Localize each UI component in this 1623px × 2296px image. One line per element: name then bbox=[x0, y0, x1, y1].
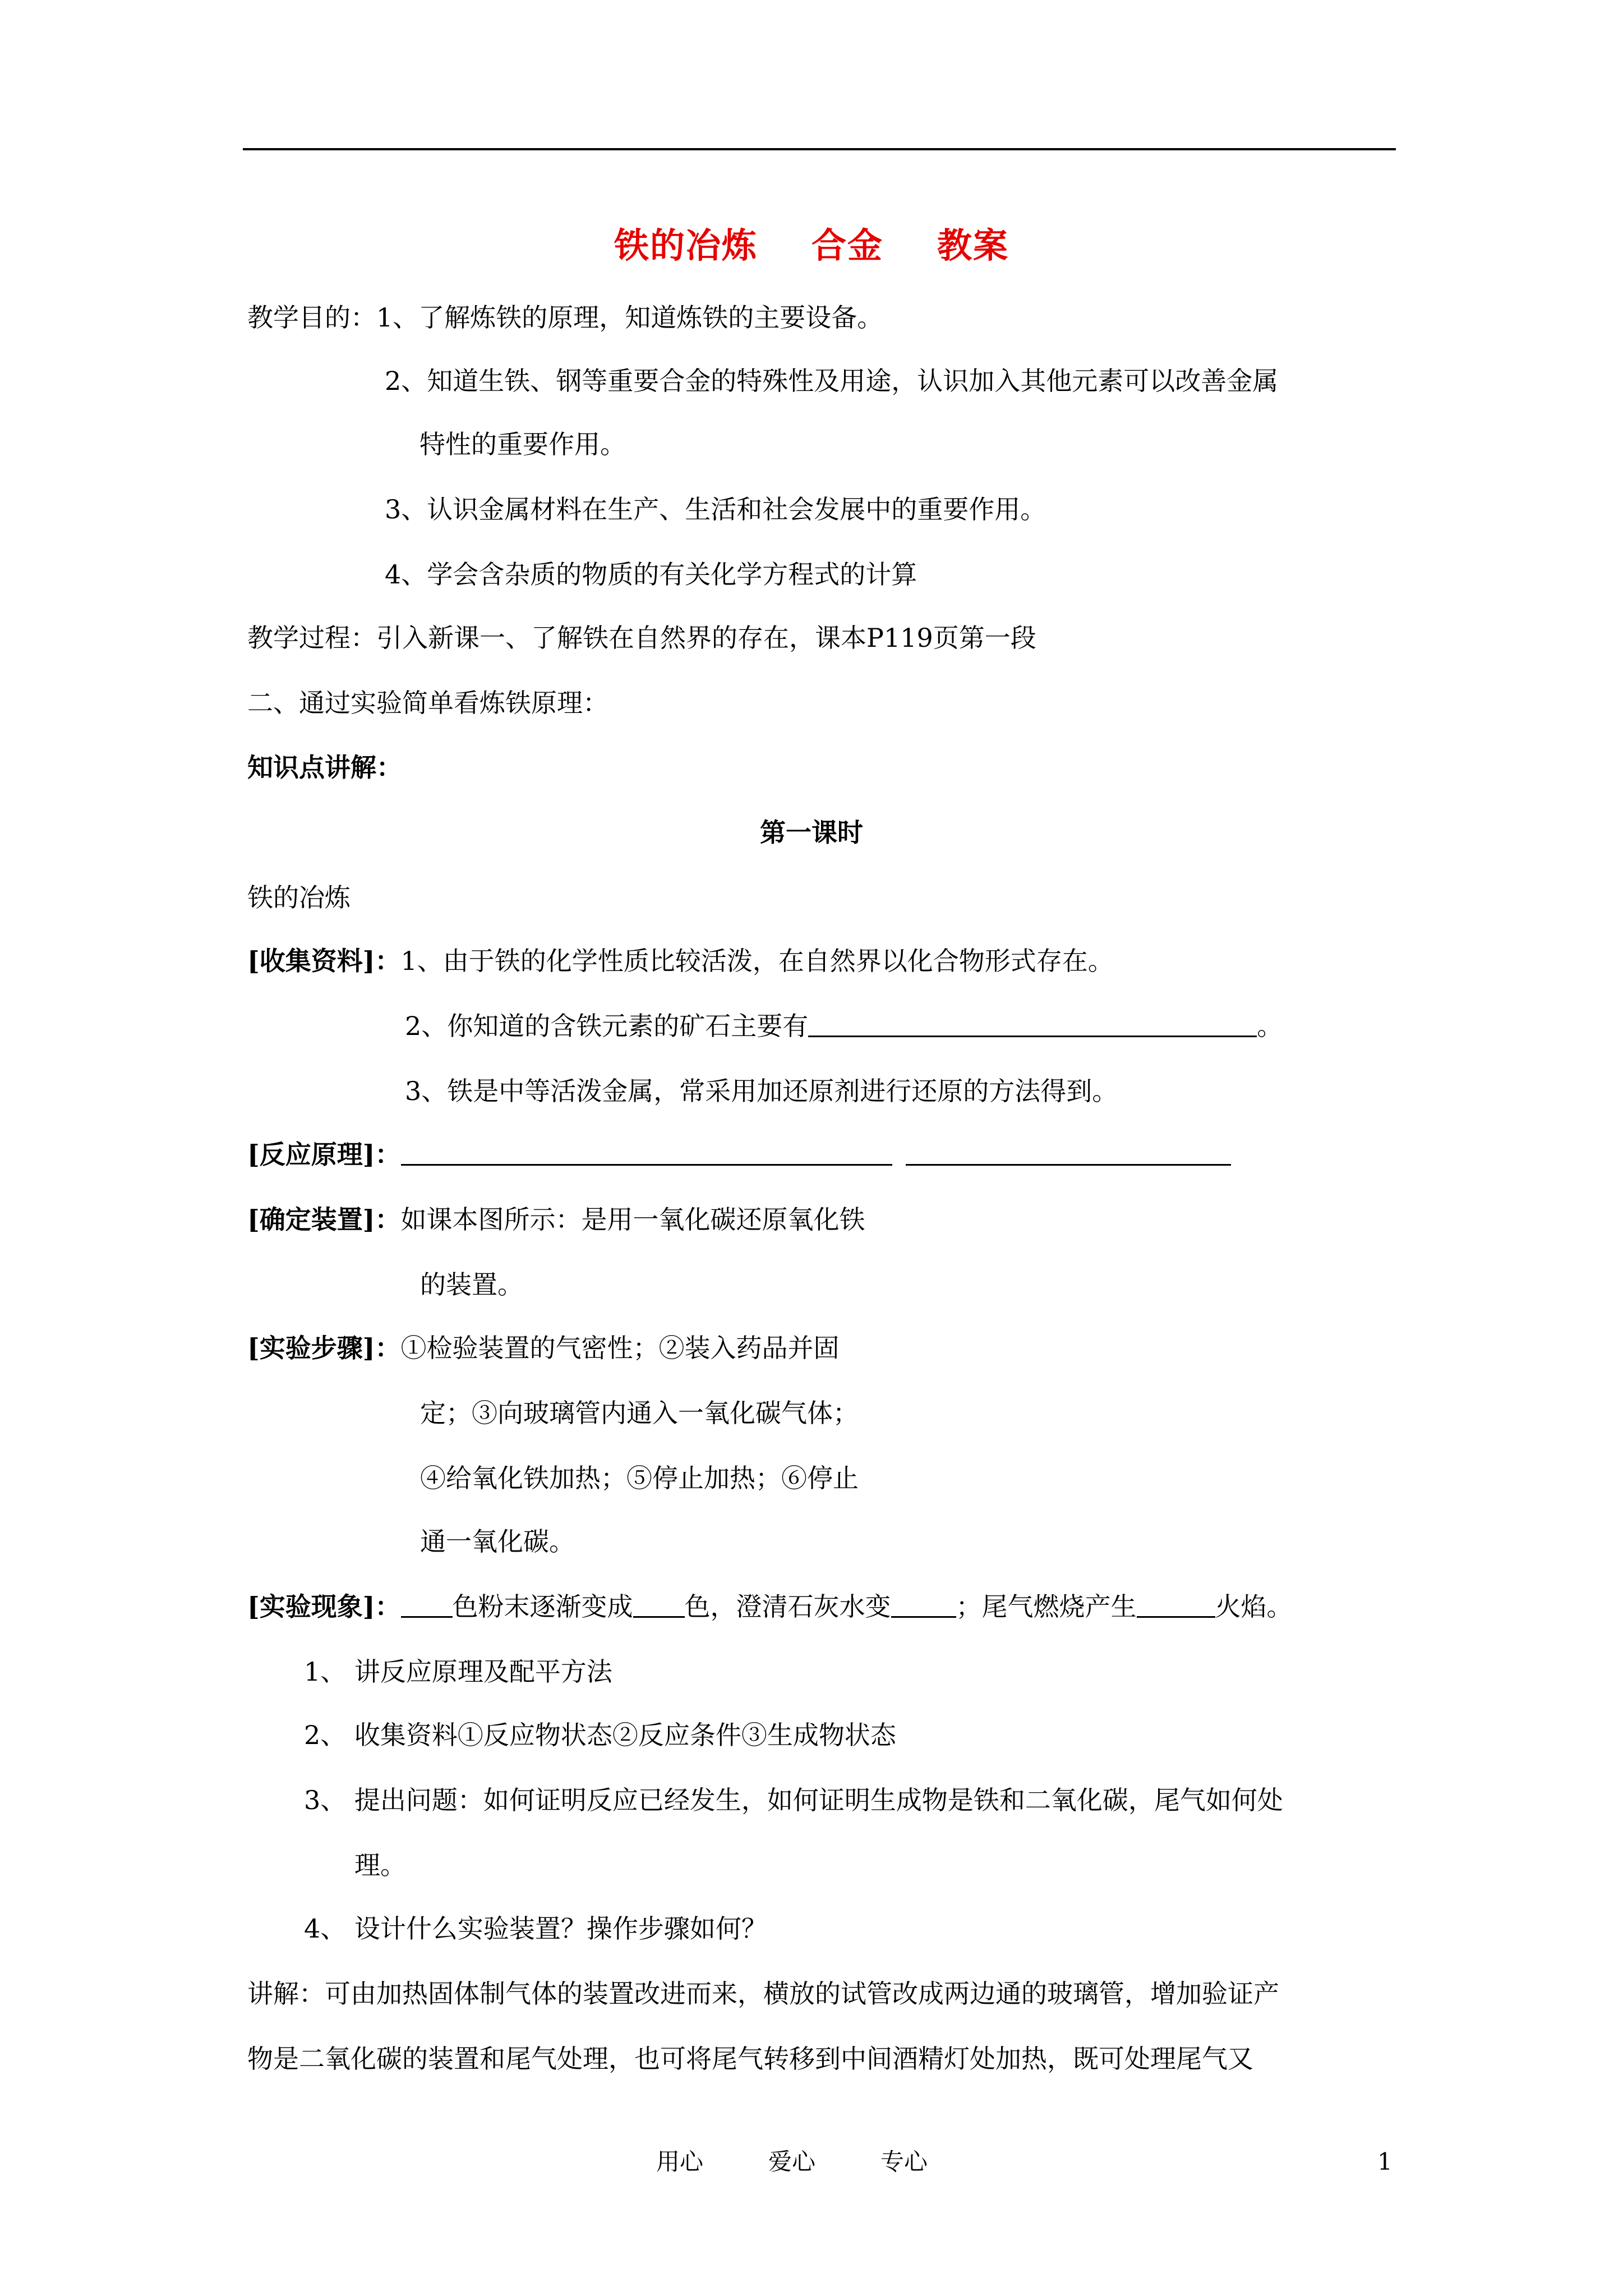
list-item-1: 1、 讲反应原理及配平方法 bbox=[304, 1657, 612, 1687]
header-rule bbox=[243, 148, 1396, 150]
topic-heading: 铁的冶炼 bbox=[247, 882, 351, 913]
title-part-2: 合金 bbox=[811, 225, 883, 266]
list-item-3: 3、 提出问题：如何证明反应已经发生，如何证明生成物是铁和二氧化碳，尾气如何处 bbox=[304, 1785, 1283, 1815]
principle-blank-1[interactable] bbox=[401, 1138, 892, 1166]
device-line-2: 的装置。 bbox=[420, 1269, 523, 1300]
steps-line-4: 通一氧化碳。 bbox=[420, 1526, 575, 1557]
process-line: 教学过程：引入新课一、了解铁在自然界的存在，课本P119页第一段 bbox=[247, 623, 1036, 653]
collect-line-2: 2、你知道的含铁元素的矿石主要有 。 bbox=[405, 1011, 1283, 1041]
device-line-1: [确定装置]：如课本图所示：是用一氧化碳还原氧化铁 bbox=[247, 1204, 865, 1235]
title-part-3: 教案 bbox=[937, 225, 1009, 266]
objectives-label: 教学目的： bbox=[247, 302, 376, 333]
phenomena-label: [实验现象]： bbox=[247, 1591, 401, 1622]
lesson-heading: 第一课时 bbox=[760, 817, 863, 848]
phenomena-blank-4[interactable] bbox=[1137, 1590, 1215, 1618]
page-title bbox=[0, 218, 1623, 268]
title-part-1: 铁的冶炼 bbox=[614, 225, 758, 266]
principle-line bbox=[247, 1138, 1231, 1171]
knowledge-heading: 知识点讲解： bbox=[247, 752, 402, 783]
objectives-line-3: 特性的重要作用。 bbox=[419, 429, 626, 459]
steps-line-3: ④给氧化铁加热；⑤停止加热；⑥停止 bbox=[420, 1463, 859, 1493]
principle-blank-2[interactable] bbox=[906, 1138, 1231, 1166]
footer-text-3: 专心 bbox=[880, 2148, 928, 2175]
device-label: [确定装置]： bbox=[247, 1204, 401, 1235]
explain-line-2: 物是二氧化碳的装置和尾气处理，也可将尾气转移到中间酒精灯处加热，既可处理尾气又 bbox=[247, 2044, 1253, 2074]
objectives-line-5: 4、学会含杂质的物质的有关化学方程式的计算 bbox=[385, 559, 917, 590]
explain-line-1: 讲解：可由加热固体制气体的装置改进而来，横放的试管改成两边通的玻璃管，增加验证产 bbox=[247, 1978, 1279, 2009]
phenomena-blank-2[interactable] bbox=[633, 1590, 685, 1618]
steps-line-1: [实验步骤]：①检验装置的气密性；②装入药品并固 bbox=[247, 1333, 840, 1363]
list-item-3-cont: 理。 bbox=[354, 1850, 406, 1880]
principle-label: [反应原理]： bbox=[247, 1139, 401, 1170]
objectives-line-1: 教学目的：1、了解炼铁的原理，知道炼铁的主要设备。 bbox=[247, 302, 883, 333]
steps-label: [实验步骤]： bbox=[247, 1333, 401, 1363]
phenomena-line: [实验现象]： 色粉末逐渐变成 色，澄清石灰水变 ；尾气燃烧产生 火焰。 bbox=[247, 1591, 1293, 1622]
steps-line-2: 定；③向玻璃管内通入一氧化碳气体； bbox=[420, 1398, 859, 1428]
ore-answer-blank[interactable] bbox=[808, 1010, 1257, 1037]
section-2-heading: 二、通过实验简单看炼铁原理： bbox=[247, 688, 608, 718]
collect-label: [收集资料]： bbox=[247, 946, 401, 976]
list-item-2: 2、 收集资料①反应物状态②反应条件③生成物状态 bbox=[304, 1720, 896, 1750]
objectives-line-4: 3、认识金属材料在生产、生活和社会发展中的重要作用。 bbox=[385, 494, 1046, 524]
collect-line-3: 3、铁是中等活泼金属，常采用加还原剂进行还原的方法得到。 bbox=[405, 1076, 1118, 1106]
collect-line-1: [收集资料]：1、由于铁的化学性质比较活泼，在自然界以化合物形式存在。 bbox=[247, 946, 1114, 976]
phenomena-blank-1[interactable] bbox=[401, 1590, 453, 1618]
footer-text-1: 用心 bbox=[656, 2148, 704, 2175]
phenomena-blank-3[interactable] bbox=[891, 1590, 956, 1618]
page-number: 1 bbox=[1377, 2148, 1393, 2175]
objectives-line-2: 2、知道生铁、钢等重要合金的特殊性及用途，认识加入其他元素可以改善金属 bbox=[385, 366, 1279, 396]
list-item-4: 4、 设计什么实验装置？操作步骤如何？ bbox=[304, 1913, 767, 1944]
footer-text-2: 爱心 bbox=[768, 2148, 816, 2175]
